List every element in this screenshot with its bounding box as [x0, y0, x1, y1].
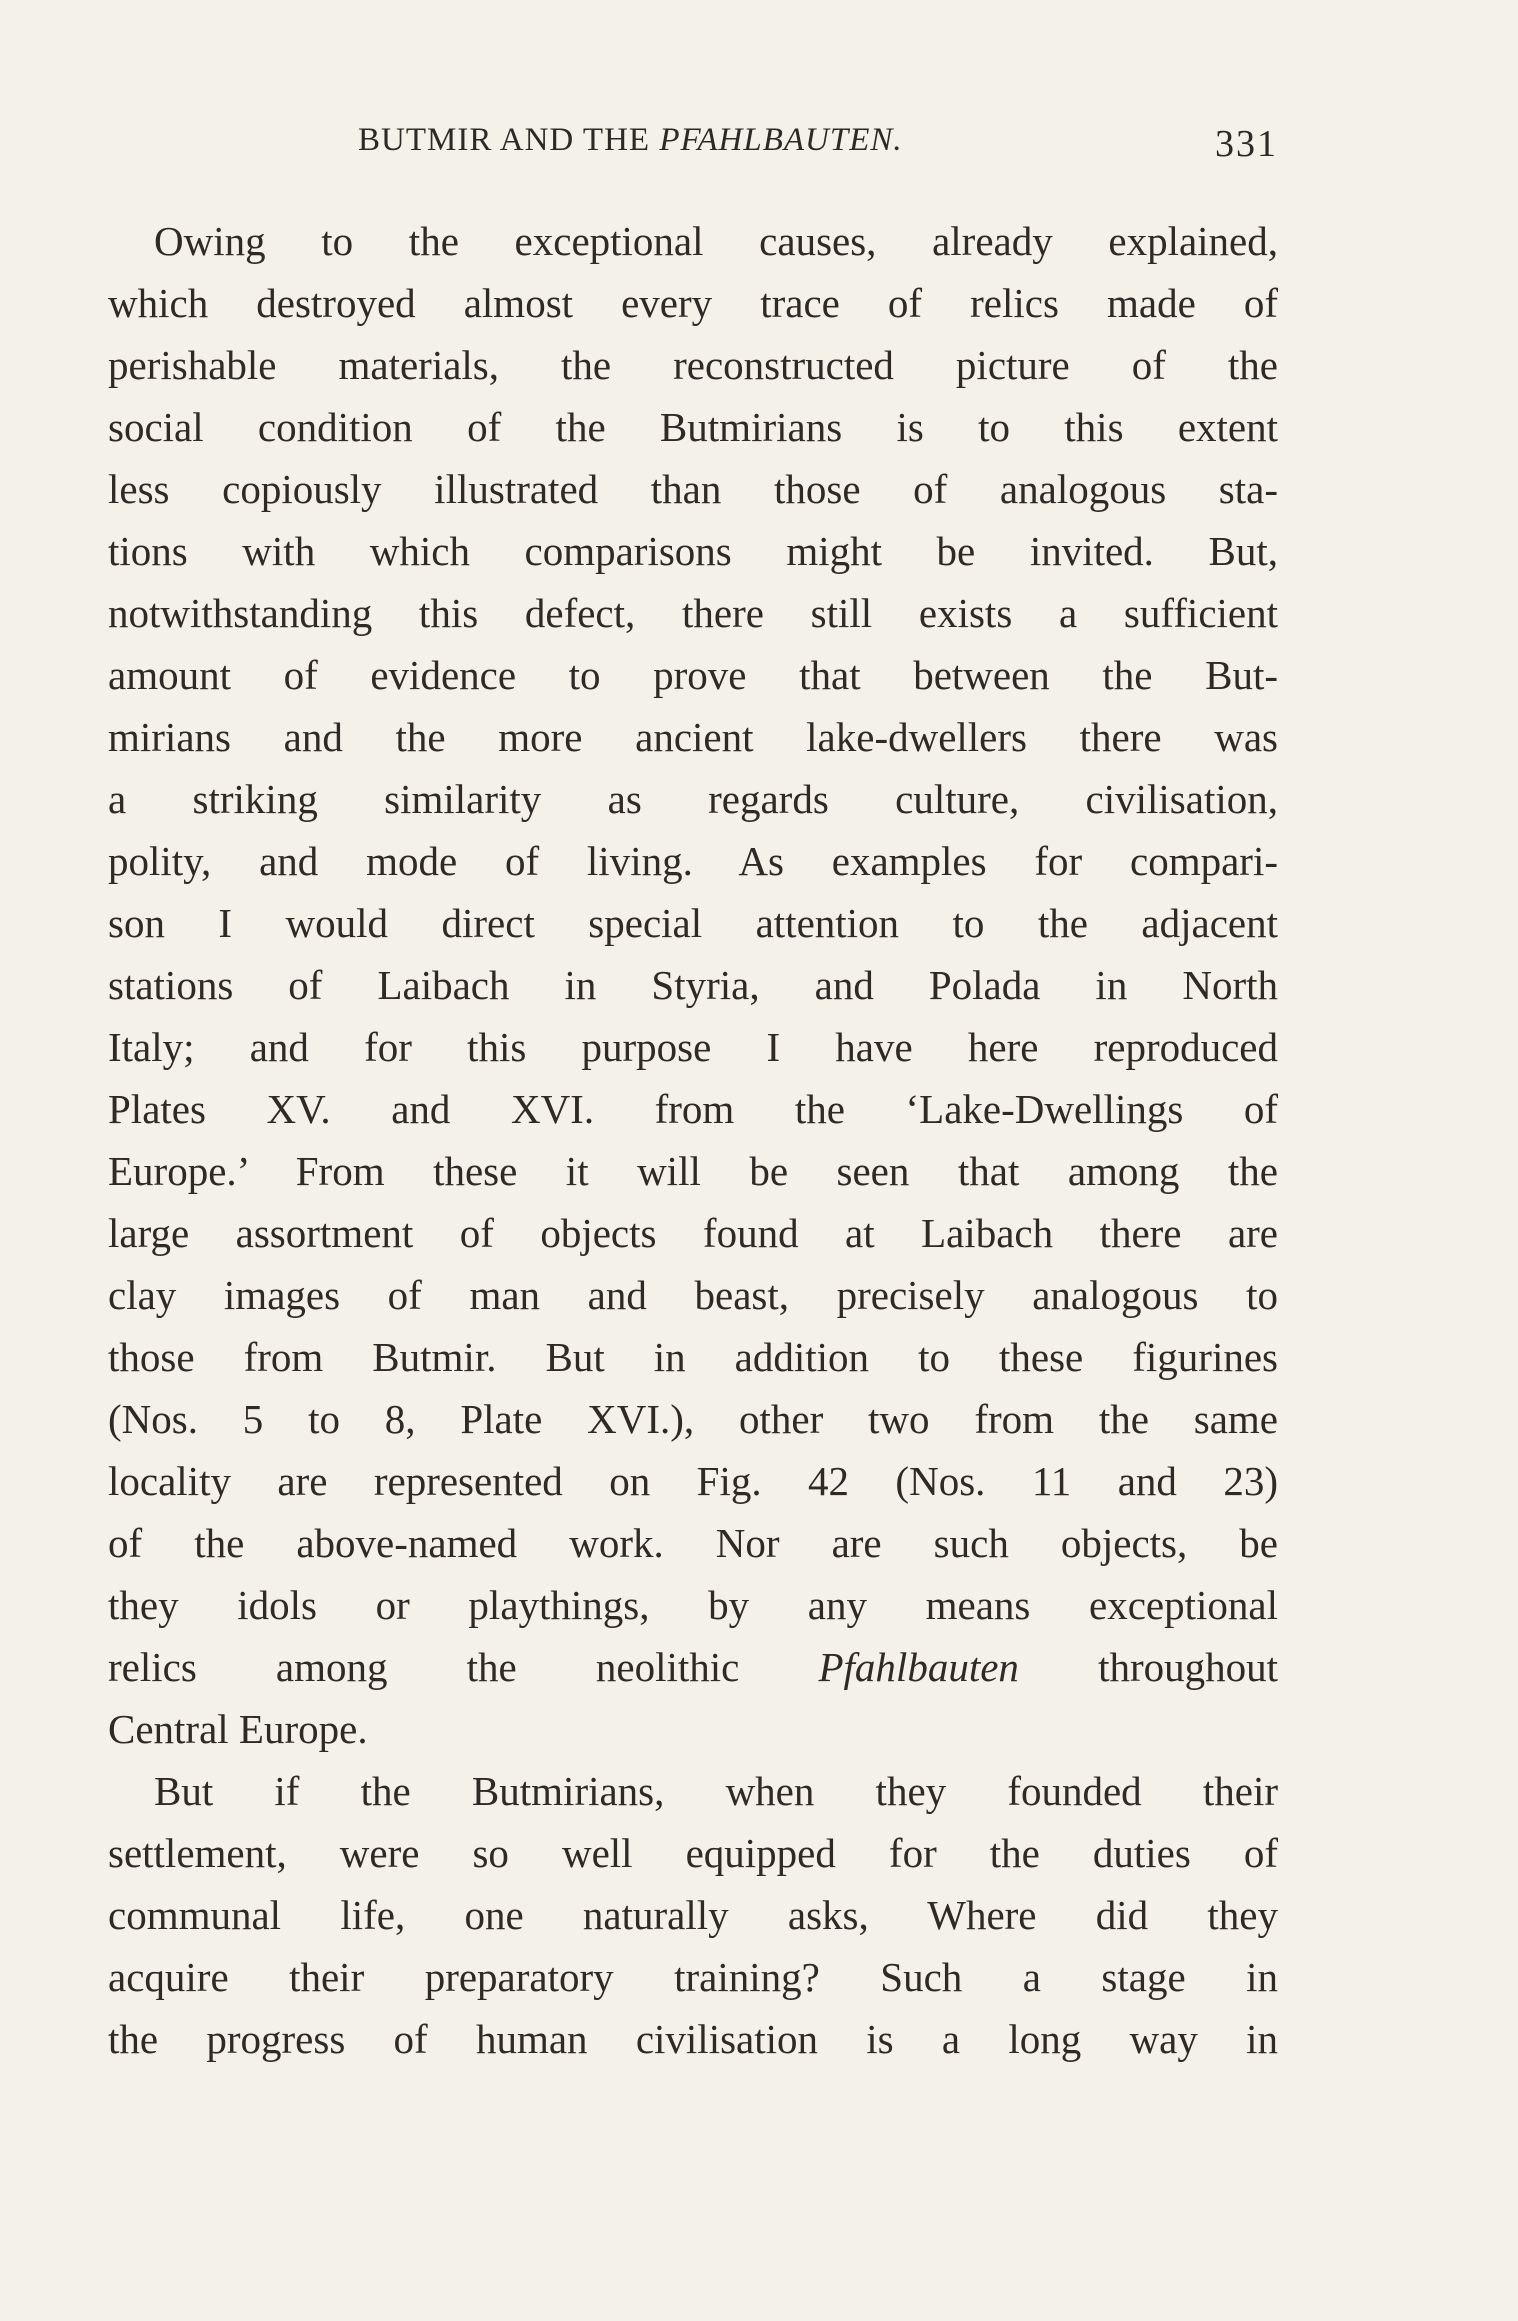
running-head-title [358, 122, 903, 159]
page-number: 331 [1215, 123, 1278, 165]
text-line: a striking similarity as regards culture, civilisation, [108, 776, 1278, 822]
text-line: of the above-named work. Nor are such objects, be [108, 1520, 1278, 1566]
text-line: which destroyed almost every trace of relics made of [108, 280, 1278, 326]
text-line: notwithstanding this defect, there still exists a sufficient [108, 590, 1278, 636]
text-line: polity, and mode of living. As examples for compari- [108, 838, 1278, 884]
text-line: Owing to the exceptional causes, already explained, [154, 218, 1278, 264]
text-line: stations of Laibach in Styria, and Polada in North [108, 962, 1278, 1008]
text-line: they idols or playthings, by any means exceptional [108, 1582, 1278, 1628]
text-line: large assortment of objects found at Laibach there are [108, 1210, 1278, 1256]
paragraph-2 [108, 1760, 1278, 2070]
text-line: the progress of human civilisation is a long way in [108, 2016, 1278, 2062]
text-line: less copiously illustrated than those of analogous sta- [108, 466, 1278, 512]
running-head [108, 122, 1278, 174]
text-line: amount of evidence to prove that between the But- [108, 652, 1278, 698]
text-line: tions with which comparisons might be invited. But, [108, 528, 1278, 574]
text-line: But if the Butmirians, when they founded their [154, 1768, 1278, 1814]
text-line: (Nos. 5 to 8, Plate XVI.), other two from the same [108, 1396, 1278, 1442]
text-line: Europe.’ From these it will be seen that among the [108, 1148, 1278, 1194]
text-line: Central Europe. [108, 1706, 368, 1752]
text-line: settlement, were so well equipped for the duties of [108, 1830, 1278, 1876]
text-line: Plates XV. and XVI. from the ‘Lake-Dwellings of [108, 1086, 1278, 1132]
text-line: acquire their preparatory training? Such a stage in [108, 1954, 1278, 2000]
text-line: locality are represented on Fig. 42 (Nos. 11 and 23) [108, 1458, 1278, 1504]
text-line: perishable materials, the reconstructed picture of the [108, 342, 1278, 388]
paragraph-1 [108, 210, 1278, 1760]
text-line: social condition of the Butmirians is to this extent [108, 404, 1278, 450]
text-line: Italy; and for this purpose I have here reproduced [108, 1024, 1278, 1070]
running-head-title-prefix: BUTMIR AND THE [358, 122, 660, 158]
italic-term: Pfahlbauten [818, 1644, 1019, 1690]
running-head-title-italic: PFAHLBAUTEN. [659, 122, 903, 158]
text-line: clay images of man and beast, precisely analogous to [108, 1272, 1278, 1318]
text-line: son I would direct special attention to the adjacent [108, 900, 1278, 946]
text-line: communal life, one naturally asks, Where did they [108, 1892, 1278, 1938]
text-line: those from Butmir. But in addition to these figurines [108, 1334, 1278, 1380]
text-line: mirians and the more ancient lake-dwellers there was [108, 714, 1278, 760]
text-line-with-italic [108, 1636, 1278, 1698]
body-text [108, 210, 1278, 2070]
text-fragment: relics among the neolithic [108, 1644, 819, 1690]
text-fragment: throughout [1018, 1644, 1278, 1690]
